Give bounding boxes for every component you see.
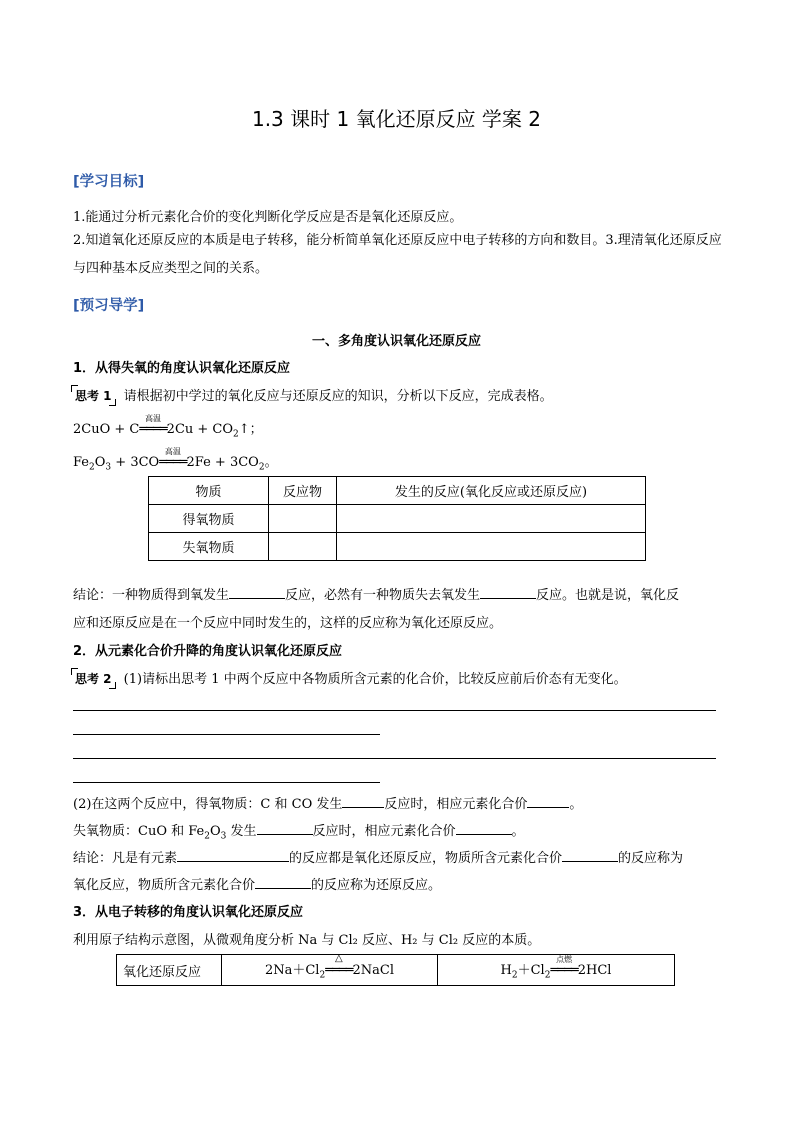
think1 — [73, 385, 553, 404]
equation-2 — [73, 447, 278, 473]
question-2 — [73, 793, 582, 812]
answer-blank[interactable] — [177, 849, 289, 862]
q3-b: 发生 — [226, 824, 257, 839]
eq2-sub-b: 3 — [105, 462, 112, 473]
q2-a: (2)在这两个反应中，得氧物质：C 和 CO 发生 — [73, 797, 343, 812]
think1-text: 请根据初中学过的氧化反应与还原反应的知识，分析以下反应，完成表格。 — [123, 389, 553, 404]
eq1-condition: 高温 — [145, 414, 162, 423]
think2-text: (1)请标出思考 1 中两个反应中各物质所含元素的化合价，比较反应前后价态有无变化。 — [123, 672, 627, 687]
conclusion2-e: 的反应称为还原反应。 — [311, 878, 442, 893]
answer-blank[interactable] — [257, 822, 313, 835]
conclusion2-a: 结论：凡是有元素 — [73, 851, 178, 866]
eq1-sub: 2 — [233, 429, 239, 440]
table-cell-blank[interactable] — [269, 505, 337, 533]
q3-sub1: 2 — [204, 831, 210, 842]
table-cell: 氧化还原反应 — [117, 955, 222, 986]
think2-tag: 思考 2 — [75, 672, 112, 686]
table-cell-blank[interactable] — [337, 505, 646, 533]
q3-mid: O — [209, 824, 221, 839]
answer-blank[interactable] — [229, 586, 285, 599]
eqB-cl: ＋Cl — [517, 963, 545, 979]
eq2-sign: ════ — [159, 455, 187, 470]
answer-line[interactable] — [73, 782, 380, 783]
equation-1 — [73, 414, 263, 440]
q2-c: 。 — [569, 797, 583, 812]
eqB-sub2: 2 — [544, 970, 551, 981]
eq2-fe: Fe — [73, 455, 90, 470]
q3-c: 反应时，相应元素化合价 — [312, 824, 456, 839]
conclusion2-b: 的反应都是氧化还原反应，物质所含元素化合价 — [289, 851, 563, 866]
q3-sub2: 3 — [220, 831, 227, 842]
electron-table — [116, 954, 675, 986]
eq2-products: 2Fe + 3CO — [186, 455, 259, 470]
think2 — [73, 668, 627, 687]
think1-tag: 思考 1 — [75, 389, 112, 403]
eq1-reactants: 2CuO + C — [73, 422, 140, 437]
objective-1: 1.能通过分析元素化合价的变化判断化学反应是否是氧化还原反应。 — [73, 210, 463, 225]
eq2-condition: 高温 — [164, 447, 181, 456]
conclusion-1-line1 — [73, 584, 679, 603]
intro-3: 利用原子结构示意图，从微观角度分析 Na 与 Cl₂ 反应、H₂ 与 Cl₂ 反应的本质。 — [73, 933, 541, 948]
answer-blank[interactable] — [456, 822, 512, 835]
table-row — [149, 533, 646, 561]
eq2-co: + 3CO — [111, 455, 160, 470]
conclusion2-c: 的反应称为 — [618, 851, 684, 866]
q3-a: 失氧物质：CuO 和 Fe — [73, 824, 205, 839]
eqA-sub: 2 — [319, 970, 326, 981]
answer-blank[interactable] — [480, 586, 536, 599]
preview-heading: [预习导学] — [73, 298, 145, 314]
table-row — [149, 477, 646, 505]
eq1-sign: ════ — [139, 422, 167, 437]
conclusion-1-line2: 应和还原反应是在一个反应中同时发生的，这样的反应称为氧化还原反应。 — [73, 616, 503, 631]
table-header-cell: 反应物 — [269, 477, 337, 505]
eqB-sign: ════ — [550, 963, 578, 979]
eq1-products: 2Cu + CO — [166, 422, 234, 437]
eq2-sub-a: 2 — [89, 462, 95, 473]
eqA-left: 2Na＋Cl — [264, 963, 320, 979]
answer-blank[interactable] — [562, 849, 618, 862]
oxygen-table — [148, 476, 646, 561]
eqA-sign: ════ — [325, 963, 353, 979]
q2-b: 反应时，相应元素化合价 — [384, 797, 528, 812]
conclusion2-d: 氧化反应，物质所含元素化合价 — [73, 878, 256, 893]
table-row — [149, 505, 646, 533]
table-cell-eq-b — [438, 955, 675, 986]
eqB-right: 2HCl — [577, 963, 612, 979]
table-cell-eq-a — [222, 955, 438, 986]
conclusion1-c: 反应。也就是说，氧化反 — [536, 588, 680, 603]
table-cell-blank[interactable] — [269, 533, 337, 561]
eq2-sub-c: 2 — [258, 462, 265, 473]
answer-line[interactable] — [73, 758, 716, 759]
conclusion-2-line1 — [73, 847, 683, 866]
objectives-heading: [学习目标] — [73, 174, 145, 190]
table-cell-blank[interactable] — [337, 533, 646, 561]
subheading-2: 2．从元素化合价升降的角度认识氧化还原反应 — [73, 644, 343, 659]
eqB-condition: 点燃 — [556, 955, 573, 965]
q3-d: 。 — [511, 824, 525, 839]
eq2-o: O — [94, 455, 106, 470]
part1-heading: 一、多角度认识氧化还原反应 — [311, 334, 481, 349]
answer-line[interactable] — [73, 710, 716, 711]
objective-2: 2.知道氧化还原反应的本质是电子转移，能分析简单氧化还原反应中电子转移的方向和数目。3.理清氧化还原反应与四种基本反应类型之间的关系。 — [73, 233, 722, 276]
subheading-1: 1．从得失氧的角度认识氧化还原反应 — [73, 361, 291, 376]
table-header-cell: 发生的反应(氧化反应或还原反应) — [337, 477, 646, 505]
page-title: 1.3 课时 1 氧化还原反应 学案 2 — [251, 107, 542, 131]
table-header-cell: 物质 — [149, 477, 269, 505]
answer-blank[interactable] — [527, 795, 569, 808]
eq1-end: ↑； — [238, 422, 263, 437]
eqA-condition: △ — [335, 953, 343, 965]
subheading-3: 3．从电子转移的角度认识氧化还原反应 — [73, 905, 304, 920]
answer-blank[interactable] — [255, 876, 311, 889]
eqA-right: 2NaCl — [352, 963, 395, 979]
answer-blank[interactable] — [342, 795, 384, 808]
table-cell: 得氧物质 — [149, 505, 269, 533]
table-row — [117, 955, 675, 986]
eqB-h: H — [500, 963, 512, 979]
conclusion-2-line2 — [73, 874, 441, 893]
conclusion1-b: 反应，必然有一种物质失去氧发生 — [285, 588, 481, 603]
question-3 — [73, 820, 525, 842]
conclusion1-a: 结论：一种物质得到氧发生 — [73, 588, 230, 603]
eqB-sub1: 2 — [511, 970, 518, 981]
answer-line[interactable] — [73, 734, 380, 735]
eq2-end: 。 — [264, 455, 278, 470]
table-cell: 失氧物质 — [149, 533, 269, 561]
